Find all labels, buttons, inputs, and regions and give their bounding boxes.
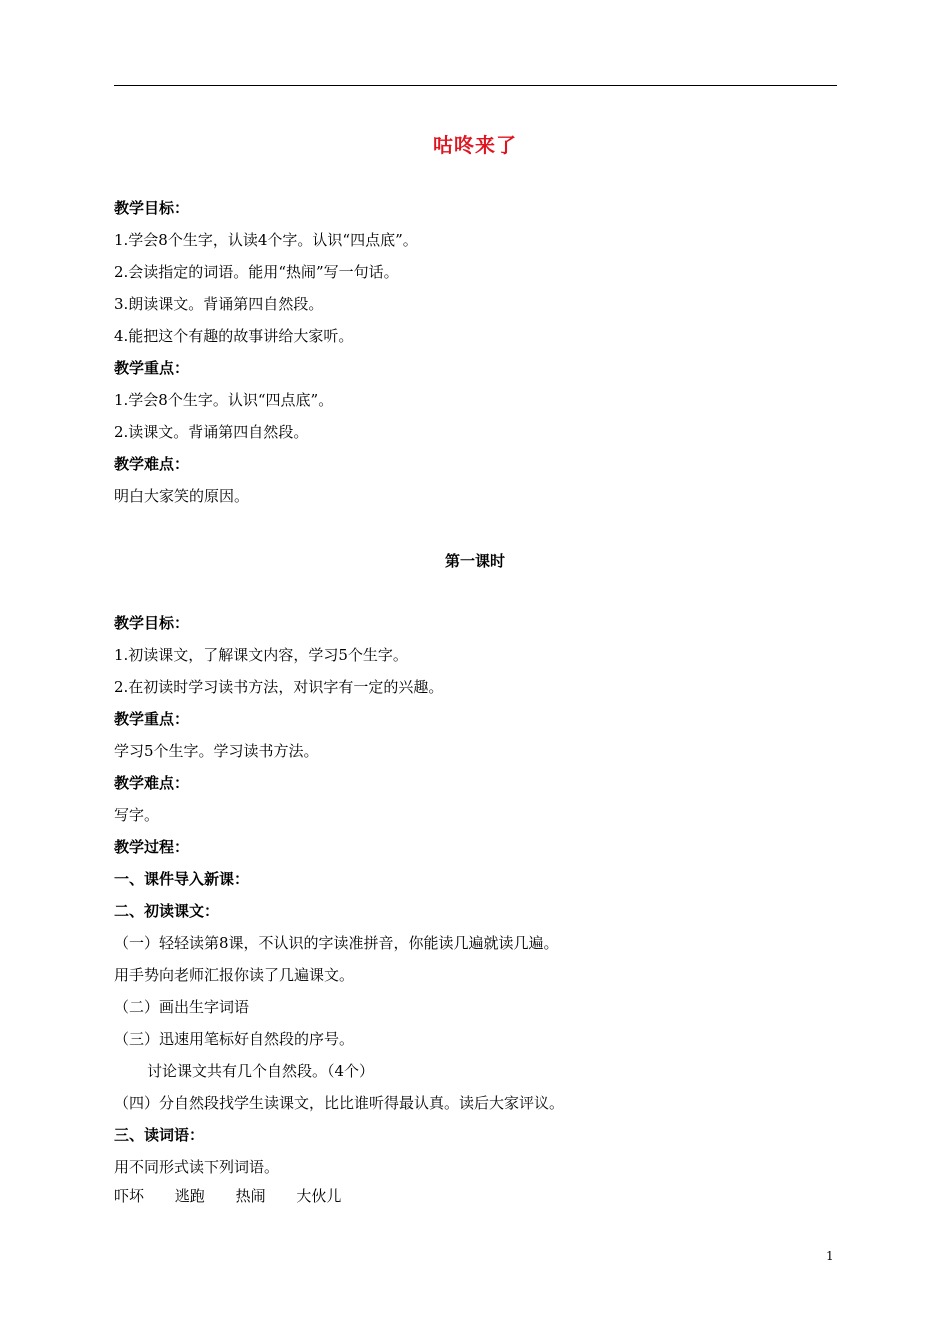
step-item: （三）迅速用笔标好自然段的序号。 <box>114 1030 355 1048</box>
lesson-goal-item: 2.在初读时学习读书方法，对识字有一定的兴趣。 <box>114 678 444 696</box>
goal-item: 3.朗读课文。背诵第四自然段。 <box>114 295 324 313</box>
step-item: （二）画出生字词语 <box>114 998 250 1016</box>
lesson-difficulty-text: 写字。 <box>114 806 160 824</box>
step-text: 用不同形式读下列词语。 <box>114 1158 280 1176</box>
process-heading: 教学过程： <box>114 838 190 856</box>
word-item: 吓坏 <box>114 1187 145 1205</box>
word-item: 逃跑 <box>174 1187 205 1205</box>
difficulty-text: 明白大家笑的原因。 <box>114 487 250 505</box>
step-item: 用手势向老师汇报你读了几遍课文。 <box>114 966 355 984</box>
document-title: 咕咚来了 <box>433 133 517 157</box>
goal-item: 1.学会8个生字，认读4个字。认识“四点底”。 <box>114 231 418 249</box>
goal-item: 2.会读指定的词语。能用“热闹”写一句话。 <box>114 263 399 281</box>
key-item: 1.学会8个生字。认识“四点底”。 <box>114 391 334 409</box>
lesson-difficulty-heading: 教学难点： <box>114 774 190 792</box>
lesson-goals-heading: 教学目标： <box>114 614 190 632</box>
lesson-key-heading: 教学重点： <box>114 710 190 728</box>
key-heading: 教学重点： <box>114 359 190 377</box>
step-item: （四）分自然段找学生读课文，比比谁听得最认真。读后大家评议。 <box>114 1094 565 1112</box>
goals-heading: 教学目标： <box>114 199 190 217</box>
step-heading: 三、读词语： <box>114 1126 205 1144</box>
word-item: 热闹 <box>235 1187 266 1205</box>
step-heading: 二、初读课文： <box>114 902 220 920</box>
step-item: （一）轻轻读第8课，不认识的字读准拼音，你能读几遍就读几遍。 <box>114 934 559 952</box>
lesson-title: 第一课时 <box>444 552 505 570</box>
lesson-goal-item: 1.初读课文，了解课文内容，学习5个生字。 <box>114 646 408 664</box>
header-rule <box>114 85 837 86</box>
goal-item: 4.能把这个有趣的故事讲给大家听。 <box>114 327 354 345</box>
step-item: 讨论课文共有几个自然段。（4个） <box>147 1062 375 1080</box>
page-number: 1 <box>826 1249 834 1263</box>
word-item: 大伙儿 <box>296 1187 342 1205</box>
step-heading: 一、课件导入新课： <box>114 870 250 888</box>
lesson-key-text: 学习5个生字。学习读书方法。 <box>114 742 319 760</box>
difficulty-heading: 教学难点： <box>114 455 190 473</box>
word-list <box>114 1186 367 1206</box>
key-item: 2.读课文。背诵第四自然段。 <box>114 423 309 441</box>
